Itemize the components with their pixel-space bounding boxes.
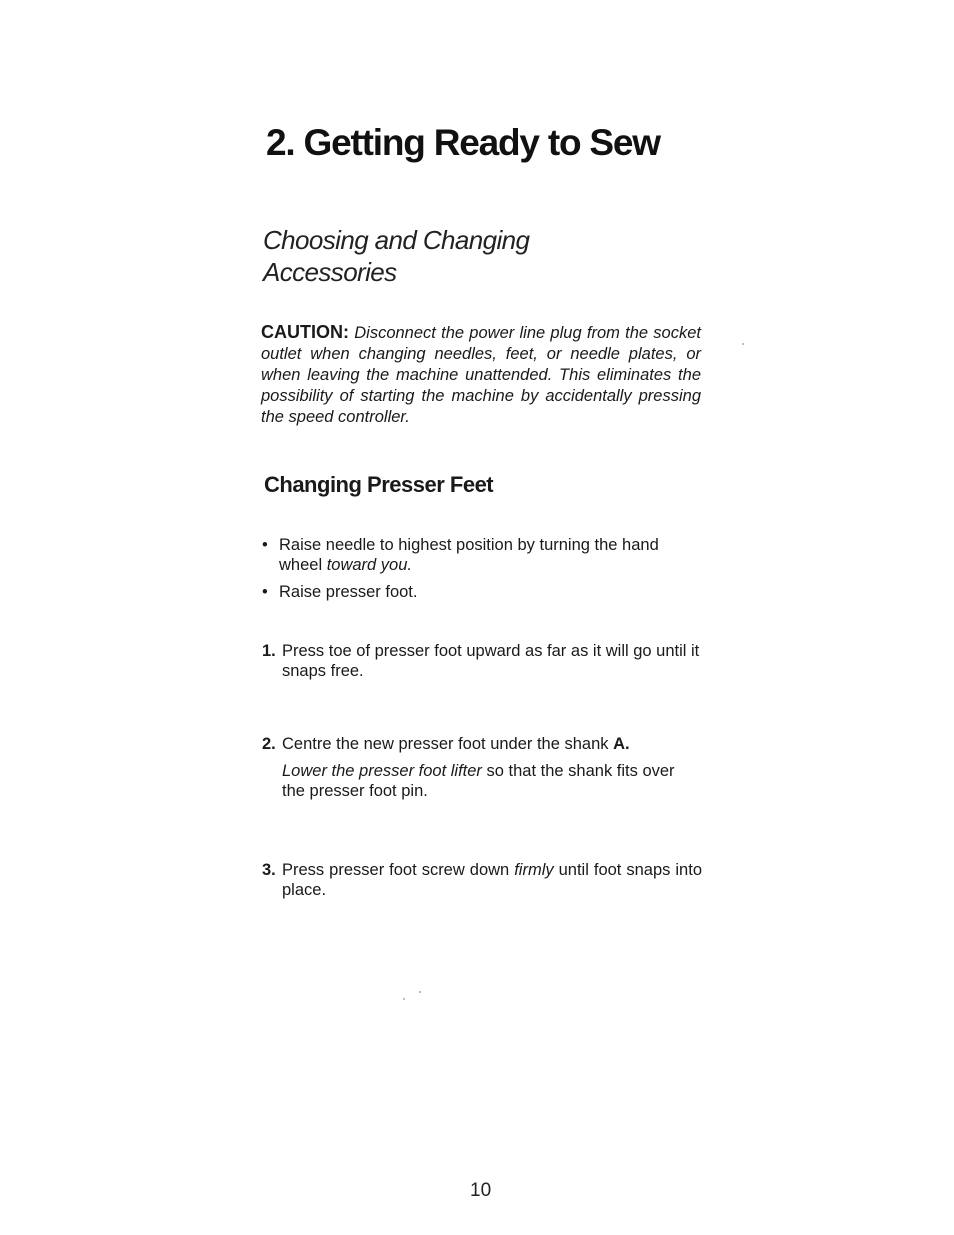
step-text: Centre the new presser foot under the shank — [282, 735, 614, 753]
bullet-item — [262, 582, 702, 602]
bullet-text: Raise presser foot. — [279, 583, 418, 601]
caution-paragraph — [261, 322, 701, 428]
step-emphasis: Lower the presser foot lifter — [282, 762, 482, 780]
step-number: 1. — [262, 642, 276, 660]
chapter-title: 2. Getting Ready to Sew — [266, 122, 660, 163]
bullet-text: Raise needle to highest position by turning the hand wheel — [279, 536, 659, 574]
bullet-symbol: • — [262, 583, 268, 601]
step-number: 2. — [262, 735, 276, 753]
step-text-after: so that the shank fits over the presser foot pin. — [282, 762, 675, 800]
subheading-changing-presser-feet: Changing Presser Feet — [264, 472, 494, 497]
bullet-emphasis: toward you. — [326, 556, 412, 574]
step-emphasis: firmly — [514, 861, 554, 879]
step-label: A. — [613, 735, 630, 753]
step-text: Press toe of presser foot upward as far as it will go until it snaps free. — [282, 642, 700, 680]
step-1 — [262, 641, 702, 681]
scan-speck — [742, 343, 744, 345]
step-text-after: until foot snaps into place. — [282, 861, 702, 899]
bullet-item — [262, 535, 702, 575]
scan-speck — [403, 998, 405, 1000]
section-title: Choosing and Changing Accessories — [263, 225, 530, 287]
page-number: 10 — [470, 1180, 492, 1201]
scan-speck — [419, 991, 421, 993]
step-3 — [262, 860, 702, 900]
caution-text: Disconnect the power line plug from the socket outlet when changing needles, feet, or needle plates, or when leaving the machine unattended. This eliminates the possibility of starting the machine by accidentally pressing the speed controller. — [261, 324, 701, 426]
step-number: 3. — [262, 861, 276, 879]
step-text: Press presser foot screw down — [282, 861, 515, 879]
caution-label: CAUTION: — [261, 322, 349, 342]
step-2 — [262, 734, 702, 801]
bullet-symbol: • — [262, 536, 268, 554]
